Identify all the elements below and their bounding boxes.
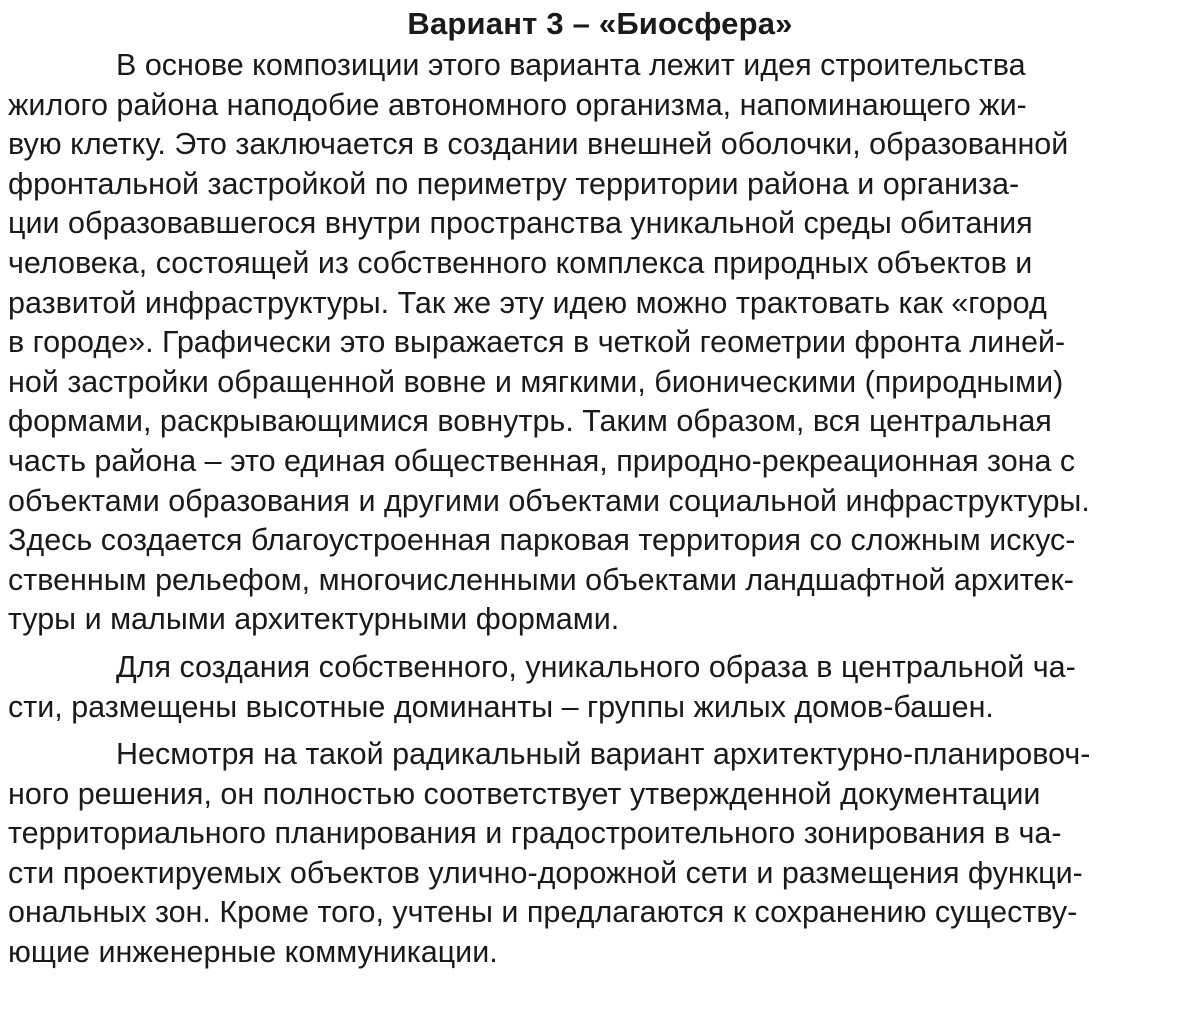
paragraph-1-line: жилого района наподобие автономного организма, напоминающего жи- <box>8 87 1027 122</box>
paragraph-1-line: туры и малыми архитектурными формами. <box>8 602 620 637</box>
paragraph-1 <box>8 46 1192 640</box>
paragraph-1-line: ции образовавшегося внутри пространства уникальной среды обитания <box>8 206 1033 241</box>
paragraph-1-line: объектами образования и другими объектами социальной инфраструктуры. <box>8 483 1090 518</box>
paragraph-1-line: ной застройки обращенной вовне и мягкими, бионическими (природными) <box>8 364 1064 399</box>
paragraph-3-line: сти проектируемых объектов улично-дорожной сети и размещения функци- <box>8 855 1083 890</box>
paragraph-1-line: В основе композиции этого варианта лежит идея строительства <box>116 48 1026 82</box>
paragraph-spacer <box>8 640 1192 648</box>
paragraph-1-line: развитой инфраструктуры. Так же эту идею можно трактовать как «город <box>8 285 1047 320</box>
paragraph-2 <box>8 648 1192 727</box>
paragraph-1-line: фронтальной застройкой по периметру территории района и организа- <box>8 166 1020 201</box>
paragraph-2-line: Для создания собственного, уникального образа в центральной ча- <box>116 649 1076 684</box>
paragraph-1-line: ственным рельефом, многочисленными объектами ландшафтной архитек- <box>8 562 1074 597</box>
paragraph-1-line: в городе». Графически это выражается в четкой геометрии фронта линей- <box>8 325 1066 360</box>
paragraph-1-line: вую клетку. Это заключается в создании внешней оболочки, образованной <box>8 127 1069 162</box>
paragraph-3-line: Несмотря на такой радикальный вариант архитектурно-планировоч- <box>116 737 1091 772</box>
paragraph-1-line: Здесь создается благоустроенная парковая территория со сложным искус- <box>8 523 1076 558</box>
paragraph-1-line: часть района – это единая общественная, природно-рекреационная зона с <box>8 443 1076 478</box>
paragraph-3-line: ющие инженерные коммуникации. <box>8 935 498 970</box>
paragraph-3-line: территориального планирования и градостроительного зонирования в ча- <box>8 816 1062 851</box>
paragraph-3-line: ного решения, он полностью соответствует утвержденной документации <box>8 776 1041 811</box>
paragraph-3 <box>8 735 1192 973</box>
paragraph-2-line: сти, размещены высотные доминанты – группы жилых домов-башен. <box>8 689 994 724</box>
document-page <box>8 0 1192 973</box>
paragraph-1-line: человека, состоящей из собственного комплекса природных объектов и <box>8 245 1033 280</box>
paragraph-spacer <box>8 727 1192 735</box>
paragraph-1-line: формами, раскрывающимися вовнутрь. Таким образом, вся центральная <box>8 404 1052 439</box>
section-title: Вариант 3 – «Биосфера» <box>407 6 793 41</box>
paragraph-3-line: ональных зон. Кроме того, учтены и предлагаются к сохранению существу- <box>8 895 1078 930</box>
